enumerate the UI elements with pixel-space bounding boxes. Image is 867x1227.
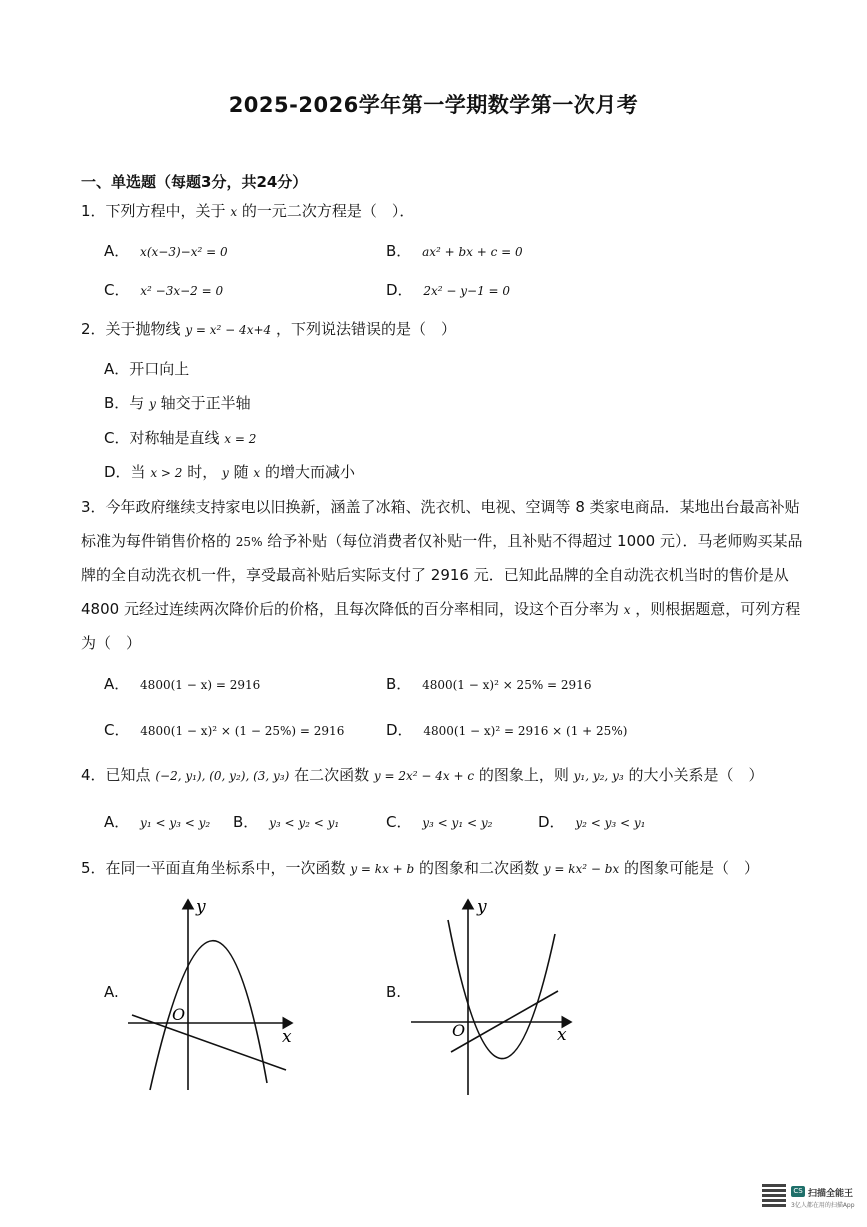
option-label: C． [104, 721, 130, 739]
q1-option-a[interactable] [104, 240, 228, 261]
option-label: D． [386, 281, 413, 299]
q3-line-1: 3．今年政府继续支持家电以旧换新，涵盖了冰箱、洗衣机、电视、空调等 8 类家电商品．某地出台最高补贴 [81, 498, 800, 516]
q5-text: 的图象可能是（ ） [624, 859, 760, 877]
q1-var: x [230, 205, 238, 219]
option-var: x [253, 466, 261, 480]
q4-option-a[interactable] [104, 811, 210, 832]
q5-func-1: y = kx + b [350, 862, 415, 876]
parabola-curve [150, 941, 267, 1090]
q1-stem-text-b: 的一元二次方程是（ ）． [241, 202, 415, 220]
option-label: C． [104, 281, 130, 299]
origin-label: O [452, 1021, 466, 1040]
qr-code-icon [762, 1183, 786, 1207]
q5-graph-b[interactable] [405, 890, 585, 1095]
option-label: A． [104, 813, 130, 831]
q2-option-a[interactable]: A．开口向上 [104, 360, 190, 378]
q3-line-2 [81, 524, 802, 559]
option-text: 的增大而减小 [264, 463, 355, 481]
q3-text: 4800 元经过连续两次降价后的价格，且每次降低的百分率相同，设这个百分率为 [81, 600, 619, 618]
q2-option-b[interactable] [104, 392, 251, 413]
option-expr: y₁ < y₃ < y₂ [140, 816, 211, 830]
option-expr: x(x−3)−x² = 0 [140, 245, 228, 259]
scanner-app-logo: CS [791, 1186, 805, 1197]
option-label: C． [386, 813, 412, 831]
q3-option-a[interactable] [104, 673, 260, 694]
option-label: D． [386, 721, 413, 739]
option-label: B． [386, 242, 412, 260]
q2-stem-text-b: ，下列说法错误的是（ ） [275, 320, 456, 338]
option-label: A． [104, 675, 130, 693]
q3-line-5: 为（ ） [81, 634, 142, 652]
option-expr: 2x² − y−1 = 0 [423, 284, 511, 298]
q4-text: 在二次函数 [294, 766, 370, 784]
option-text: 随 [233, 463, 249, 481]
option-label: B． [233, 813, 259, 831]
option-expr: x = 2 [224, 432, 257, 446]
option-text: C．对称轴是直线 [104, 429, 220, 447]
y-axis-label: y [477, 897, 487, 917]
option-expr: ax² + bx + c = 0 [422, 245, 523, 259]
question-4-stem [81, 764, 763, 785]
option-text: B．与 [104, 394, 145, 412]
q3-text: 给予补贴（每位消费者仅补贴一件，且补贴不得超过 1000 元）．马老师购买某品 [267, 532, 803, 550]
question-1-stem [81, 200, 414, 221]
option-expr: 4800(1 − x)² × 25% = 2916 [422, 678, 592, 692]
q1-option-b[interactable] [386, 240, 523, 261]
q5-graph-a[interactable] [120, 890, 310, 1095]
option-expr: y₂ < y₃ < y₁ [575, 816, 646, 830]
q4-text: 的图象上，则 [478, 766, 569, 784]
q2-expr: y = x² − 4x+4 [185, 323, 272, 337]
q1-option-d[interactable] [386, 279, 510, 300]
q4-option-b[interactable] [233, 811, 339, 832]
option-text: D．当 [104, 463, 146, 481]
section-heading: 一、单选题（每题3分，共24分） [81, 173, 308, 191]
option-expr: 4800(1 − x) = 2916 [140, 678, 261, 692]
option-text: 时， [187, 463, 218, 481]
option-expr: 4800(1 − x)² × (1 − 25%) = 2916 [140, 724, 345, 738]
q3-option-c[interactable] [104, 719, 344, 740]
question-2-stem [81, 318, 456, 339]
option-expr: x > 2 [150, 466, 183, 480]
option-expr: x² −3x−2 = 0 [140, 284, 224, 298]
q4-option-c[interactable] [386, 811, 492, 832]
option-expr: y₃ < y₁ < y₂ [422, 816, 493, 830]
q2-option-c[interactable] [104, 427, 256, 448]
q5-text: 的图象和二次函数 [418, 859, 539, 877]
origin-label: O [172, 1005, 186, 1024]
q4-points: (−2, y₁), (0, y₂), (3, y₃) [155, 769, 290, 783]
q5-func-2: y = kx² − bx [543, 862, 620, 876]
x-axis-label: x [282, 1027, 292, 1047]
x-axis-label: x [557, 1025, 567, 1045]
q3-option-b[interactable] [386, 673, 591, 694]
q3-option-d[interactable] [386, 719, 627, 740]
q3-percent: 25% [235, 535, 263, 549]
q3-text: 标准为每件销售价格的 [81, 532, 232, 550]
option-label: D． [538, 813, 565, 831]
q2-option-d[interactable] [104, 461, 355, 482]
q5-text: 5．在同一平面直角坐标系中，一次函数 [81, 859, 346, 877]
q1-option-c[interactable] [104, 279, 223, 300]
q3-line-4 [81, 592, 800, 627]
q3-text: ，则根据题意，可列方程 [635, 600, 801, 618]
option-var: y [222, 466, 229, 480]
q3-line-3: 牌的全自动洗衣机一件，享受最高补贴后实际支付了 2916 元．已知此品牌的全自动洗衣机当时的售价是从 [81, 566, 789, 584]
q4-vars: y₁, y₂, y₃ [573, 769, 624, 783]
q4-func: y = 2x² − 4x + c [373, 769, 475, 783]
page-title: 2025-2026学年第一学期数学第一次月考 [228, 93, 639, 117]
q4-text: 4．已知点 [81, 766, 151, 784]
option-expr: 4800(1 − x)² = 2916 × (1 + 25%) [423, 724, 628, 738]
option-label: A． [104, 242, 130, 260]
option-label: B． [386, 675, 412, 693]
y-axis-label: y [196, 897, 206, 917]
q5-option-a-label[interactable]: A. [104, 983, 119, 1001]
question-5-stem [81, 857, 759, 878]
scanner-app-name: 扫描全能王 [808, 1189, 854, 1199]
option-expr: y₃ < y₂ < y₁ [269, 816, 340, 830]
option-var: y [149, 397, 156, 411]
q3-var: x [623, 603, 631, 617]
option-text: 轴交于正半轴 [160, 394, 251, 412]
q5-option-b-label[interactable]: B. [386, 983, 402, 1001]
q1-stem-text: 1．下列方程中，关于 [81, 202, 226, 220]
q4-option-d[interactable] [538, 811, 645, 832]
scanner-app-tagline: 3亿人都在用的扫描App [791, 1202, 855, 1209]
q4-text: 的大小关系是（ ） [628, 766, 764, 784]
q2-stem-text: 2．关于抛物线 [81, 320, 181, 338]
